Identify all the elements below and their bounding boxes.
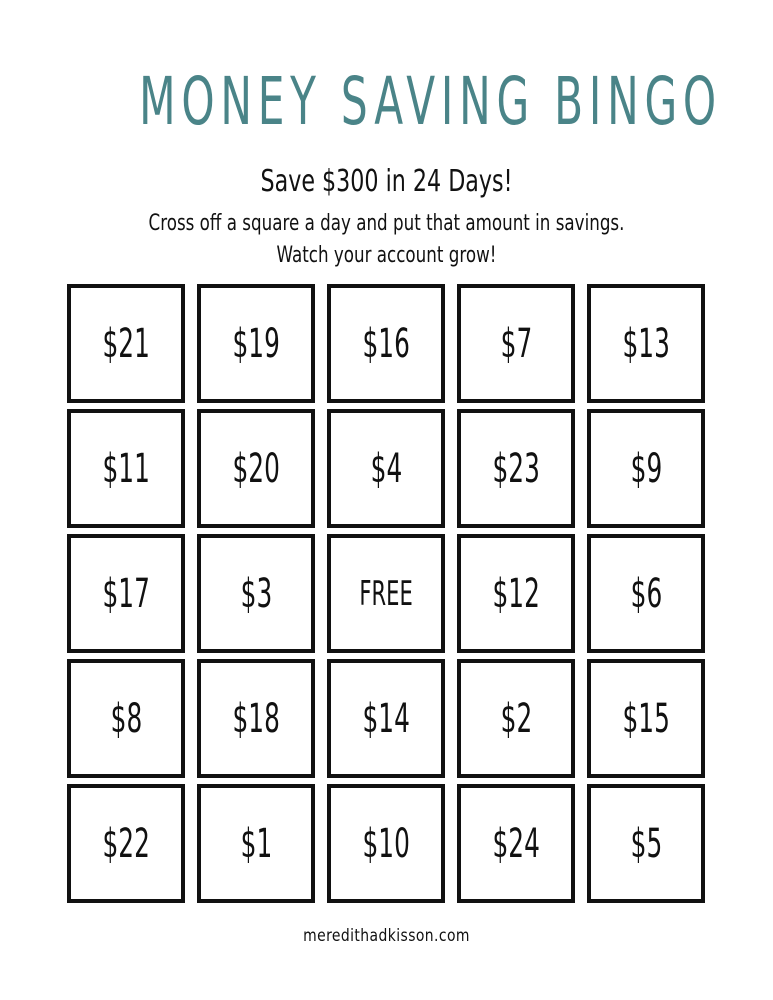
square-amount: $16 (362, 320, 410, 367)
bingo-square[interactable] (327, 784, 445, 903)
square-amount: $18 (232, 695, 280, 742)
square-amount: $9 (630, 445, 662, 492)
square-amount: $3 (240, 570, 272, 617)
bingo-square[interactable] (457, 534, 575, 653)
bingo-square[interactable] (457, 284, 575, 403)
bingo-square[interactable] (197, 409, 315, 528)
bingo-square[interactable] (587, 784, 705, 903)
bingo-square[interactable] (327, 659, 445, 778)
square-amount: $1 (240, 820, 272, 867)
square-amount: $11 (102, 445, 150, 492)
bingo-square[interactable] (197, 659, 315, 778)
square-amount: $2 (500, 695, 532, 742)
bingo-square[interactable] (587, 284, 705, 403)
instructions-line-2: Watch your account grow! (276, 243, 497, 268)
free-square[interactable] (327, 534, 445, 653)
bingo-square[interactable] (197, 284, 315, 403)
bingo-square[interactable] (327, 284, 445, 403)
bingo-square[interactable] (67, 284, 185, 403)
bingo-square[interactable] (67, 409, 185, 528)
bingo-square[interactable] (67, 534, 185, 653)
square-amount: $8 (110, 695, 142, 742)
square-amount: $14 (362, 695, 410, 742)
bingo-square[interactable] (67, 659, 185, 778)
bingo-square[interactable] (327, 409, 445, 528)
bingo-square[interactable] (587, 659, 705, 778)
square-amount: $5 (630, 820, 662, 867)
bingo-square[interactable] (587, 534, 705, 653)
square-amount: $6 (630, 570, 662, 617)
bingo-grid (67, 284, 707, 904)
square-amount: $20 (232, 445, 280, 492)
free-label: FREE (359, 573, 413, 614)
square-amount: $4 (370, 445, 402, 492)
square-amount: $15 (622, 695, 670, 742)
square-amount: $24 (492, 820, 540, 867)
bingo-square[interactable] (457, 659, 575, 778)
square-amount: $23 (492, 445, 540, 492)
square-amount: $22 (102, 820, 150, 867)
bingo-square[interactable] (457, 409, 575, 528)
subtitle: Save $300 in 24 Days! (260, 164, 513, 199)
square-amount: $7 (500, 320, 532, 367)
square-amount: $21 (102, 320, 150, 367)
square-amount: $17 (102, 570, 150, 617)
bingo-square[interactable] (67, 784, 185, 903)
bingo-square[interactable] (197, 784, 315, 903)
square-amount: $12 (492, 570, 540, 617)
page-title: MONEY SAVING BINGO (139, 63, 722, 140)
square-amount: $10 (362, 820, 410, 867)
bingo-square[interactable] (457, 784, 575, 903)
square-amount: $19 (232, 320, 280, 367)
instructions-line-1: Cross off a square a day and put that amount in savings. (148, 211, 625, 236)
square-amount: $13 (622, 320, 670, 367)
footer-website: meredithadkisson.com (303, 926, 470, 946)
bingo-square[interactable] (587, 409, 705, 528)
instructions (93, 208, 680, 272)
bingo-square[interactable] (197, 534, 315, 653)
